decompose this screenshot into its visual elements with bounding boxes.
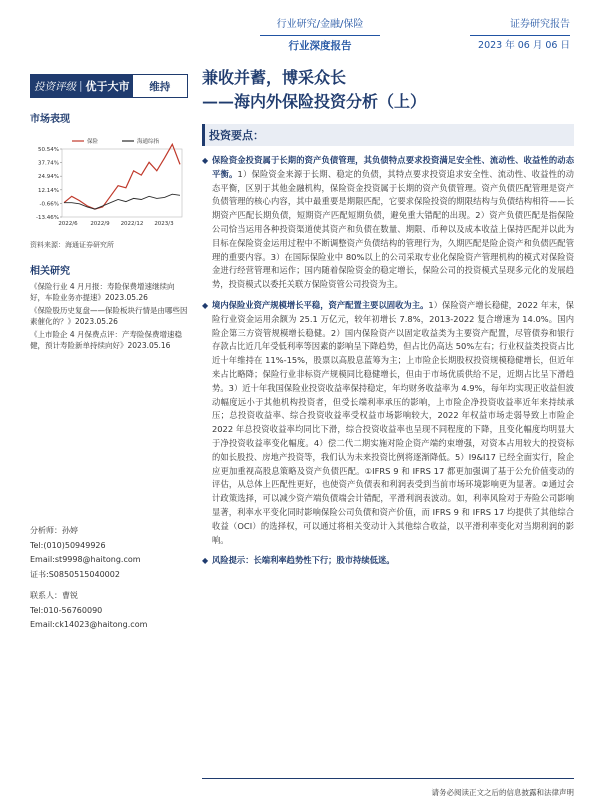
market-chart-svg [30,133,188,238]
report-date: 2023 年 06 月 06 日 [478,40,570,51]
y-tick-label: -13.46% [36,215,59,221]
left-sidebar [30,74,188,353]
header-right [470,18,570,53]
header-divider [260,35,380,36]
y-tick-label: 50.54% [38,147,59,153]
analyst-gap [30,582,180,589]
report-title: 兼收并蓄，博采众长 [202,68,347,87]
y-tick-label: 37.74% [38,160,59,167]
legend-label: 保险 [87,139,99,145]
analyst-email[interactable]: Email:st9998@haitong.com [30,555,141,564]
disclaimer-footer: 请务必阅读正文之后的信息披露和法律声明 [431,788,574,797]
analyst-cert: 证书:S0850515040002 [30,569,120,579]
key-point-lead: 境内保险业资产规模增长平稳，资产配置主要以固收为主。 [212,299,429,310]
footer-divider [202,778,574,779]
related-research-list [30,281,188,351]
report-brand: 证券研究报告 [510,19,570,30]
key-point-text [212,299,574,547]
header-center [260,18,380,53]
key-point-body: 1）保险资金来源于长期、稳定的负债，其特点要求投资追求安全性、流动性、收益性的动态平衡，区别于其他金融机构，保险资金投资属于长期的资产负债管理。资产负债匹配管理是资产负债管理的核心内容，其中最重要是期限匹配，它要求保险投资的期限结构与负债结构相符——长期资产匹配长期负债，短期资产匹配短期负债，避免重大错配的出现。2）资产负债匹配是指保险公司恰当运用各种投资渠道使其资产和负债在数量、期限、币种以及成本收益上保持匹配并以此为目标在保险资金运用过程中不断调整资产负债结构的管理行为，久期匹配是险企资产和负债匹配管理的重要内容。3）在国际保险业中 80%以上的公司采取专业化保险资产管理机构的模式对保险资金进行经营管理和运作；国内随着保险资金的稳定增长，保险公司的投资模式呈现多元化的发展趋势，投资模式以委托关联方保险资管公司投资为主。 [212,168,574,290]
contact-tel: Tel:010-56760090 [30,605,103,615]
x-tick-label: 2022/6 [58,221,78,227]
rating-label [31,75,133,97]
key-point-body: 1）保险资产增长稳健，2022 年末，保险行业资金运用余额为 25.1 万亿元，较年初增长 7.8%，2013-2022 复合增速为 14.0%。国内险企第三方资管规模增长稳健。2）国内保险资产以固定收益类为主要资产配置，尽管债券和银行存款占比近几年受低利率等因素的影响呈下降趋势，但占比仍高达 50%左右；行业权益类投资占比近十年维持在 11%-15%，股票以高股息蓝筹为主；上市险企长期股权投资规模稳健增长，但近年来占比略降；保险行业非标资产规模同比稳健增长，但由于市场优质供给不足，近期占比呈下滑趋势。3）近十年我国保险业投资收益率保持稳定，年均财务收益率为 4.9%，每年均实现正收益但波动幅度远小于其他机构投资者，但受长端利率承压的影响，上市险企净投资收益率近年来持续承压；总投资收益率、综合投资收益率受权益市场影响较大，2022 年权益市场走弱导致上市险企 2022 年总投资收益率均同比下滑，综合投资收益率也呈现不同程度的下降，且变化幅度均明显大于净投资收益率变化幅度。4）偿二代二期实施对险企资产端约束增强，对资本占用较大的投资标的如长股投、房地产投资等，我们认为未来投资比例将逐渐降低。5）I9&I17 已经全面实行，险企应更加重视高股息策略及资产负债匹配。①IFRS 9 和 IFRS 17 都更加强调了基于公允价值变动的评估，从总体上匹配性更好，也使资产负债表和利润表受到当前市场环境影响更为显著。②通过会计政策选择，可以减少资产端负债端会计错配，平滑利润表波动。如，利率风险对于寿险公司影响显著，利率水平变化同时影响保险公司负债和资产价值，而 IFRS 9 和 IFRS 17 均提供了其他综合收益（OCI）的选择权，可以通过将相关变动计入其他综合收益，以平滑利率变化对当期利润的影响。 [212,299,574,545]
key-point [202,154,574,292]
analyst-tel: Tel:(010)50949926 [30,540,106,550]
report-subtitle: ——海内外保险投资分析（上） [202,92,427,111]
key-point [202,554,574,568]
y-tick-label: 12.14% [38,187,59,194]
market-title: 市场表现 [30,114,70,125]
legend-label: 海通综指 [137,139,160,145]
related-item[interactable]: 《上市险企 4 月保费点评：产寿险保费增速稳健，预计寿险新单持续向好》2023.05.16 [30,330,183,350]
key-point-lead: 保险资金投资属于长期的资产负债管理，其负债特点要求投资满足安全性、流动性、收益性的动态平衡。 [212,155,574,179]
report-header [0,0,600,70]
related-item[interactable]: 《保险行业 4 月月报：寿险保费增速继续向好，车险业务亦提速》2023.05.26 [30,282,175,302]
bullet-icon: ◆ [202,556,209,566]
main-content [202,66,574,575]
market-chart [30,133,188,238]
contact-email[interactable]: Email:ck14023@haitong.com [30,620,148,629]
rating-value: 维持 [149,80,171,93]
bullet-icon: ◆ [202,156,209,165]
report-type: 行业深度报告 [288,40,352,52]
investment-rating [30,74,188,98]
related-research-title: 相关研究 [30,266,70,277]
rating-label-b: 优于大市 [85,80,130,93]
x-tick-label: 2022/9 [90,221,110,227]
x-tick-label: 2023/3 [154,221,174,227]
contact-name: 联系人：曹锐 [30,591,78,600]
key-points-heading: 投资要点： [202,124,574,146]
analyst-name: 分析师：孙婷 [30,526,78,535]
related-item[interactable]: 《保险股历史复盘——保险板块行情是由哪些因素催化的？》2023.05.26 [30,306,188,326]
y-tick-label: 24.94% [38,174,59,181]
key-points-list [202,154,574,568]
key-point-lead: 风险提示：长端利率趋势性下行；股市持续低迷。 [212,555,395,566]
rating-label-a: 投资评级 [34,80,76,93]
industry-category: 行业研究/金融/保险 [276,19,364,30]
key-point-text [212,154,574,292]
key-point-text [212,554,395,568]
header-divider-right [470,35,570,36]
bullet-icon: ◆ [202,300,209,310]
analyst-contacts [30,524,180,633]
key-point [202,299,574,547]
series-line-0 [64,144,180,209]
x-tick-label: 2022/12 [120,221,144,227]
rating-separator: | [79,80,83,92]
y-tick-label: -0.66% [39,201,59,208]
chart-source: 资料来源：海通证券研究所 [30,241,114,249]
